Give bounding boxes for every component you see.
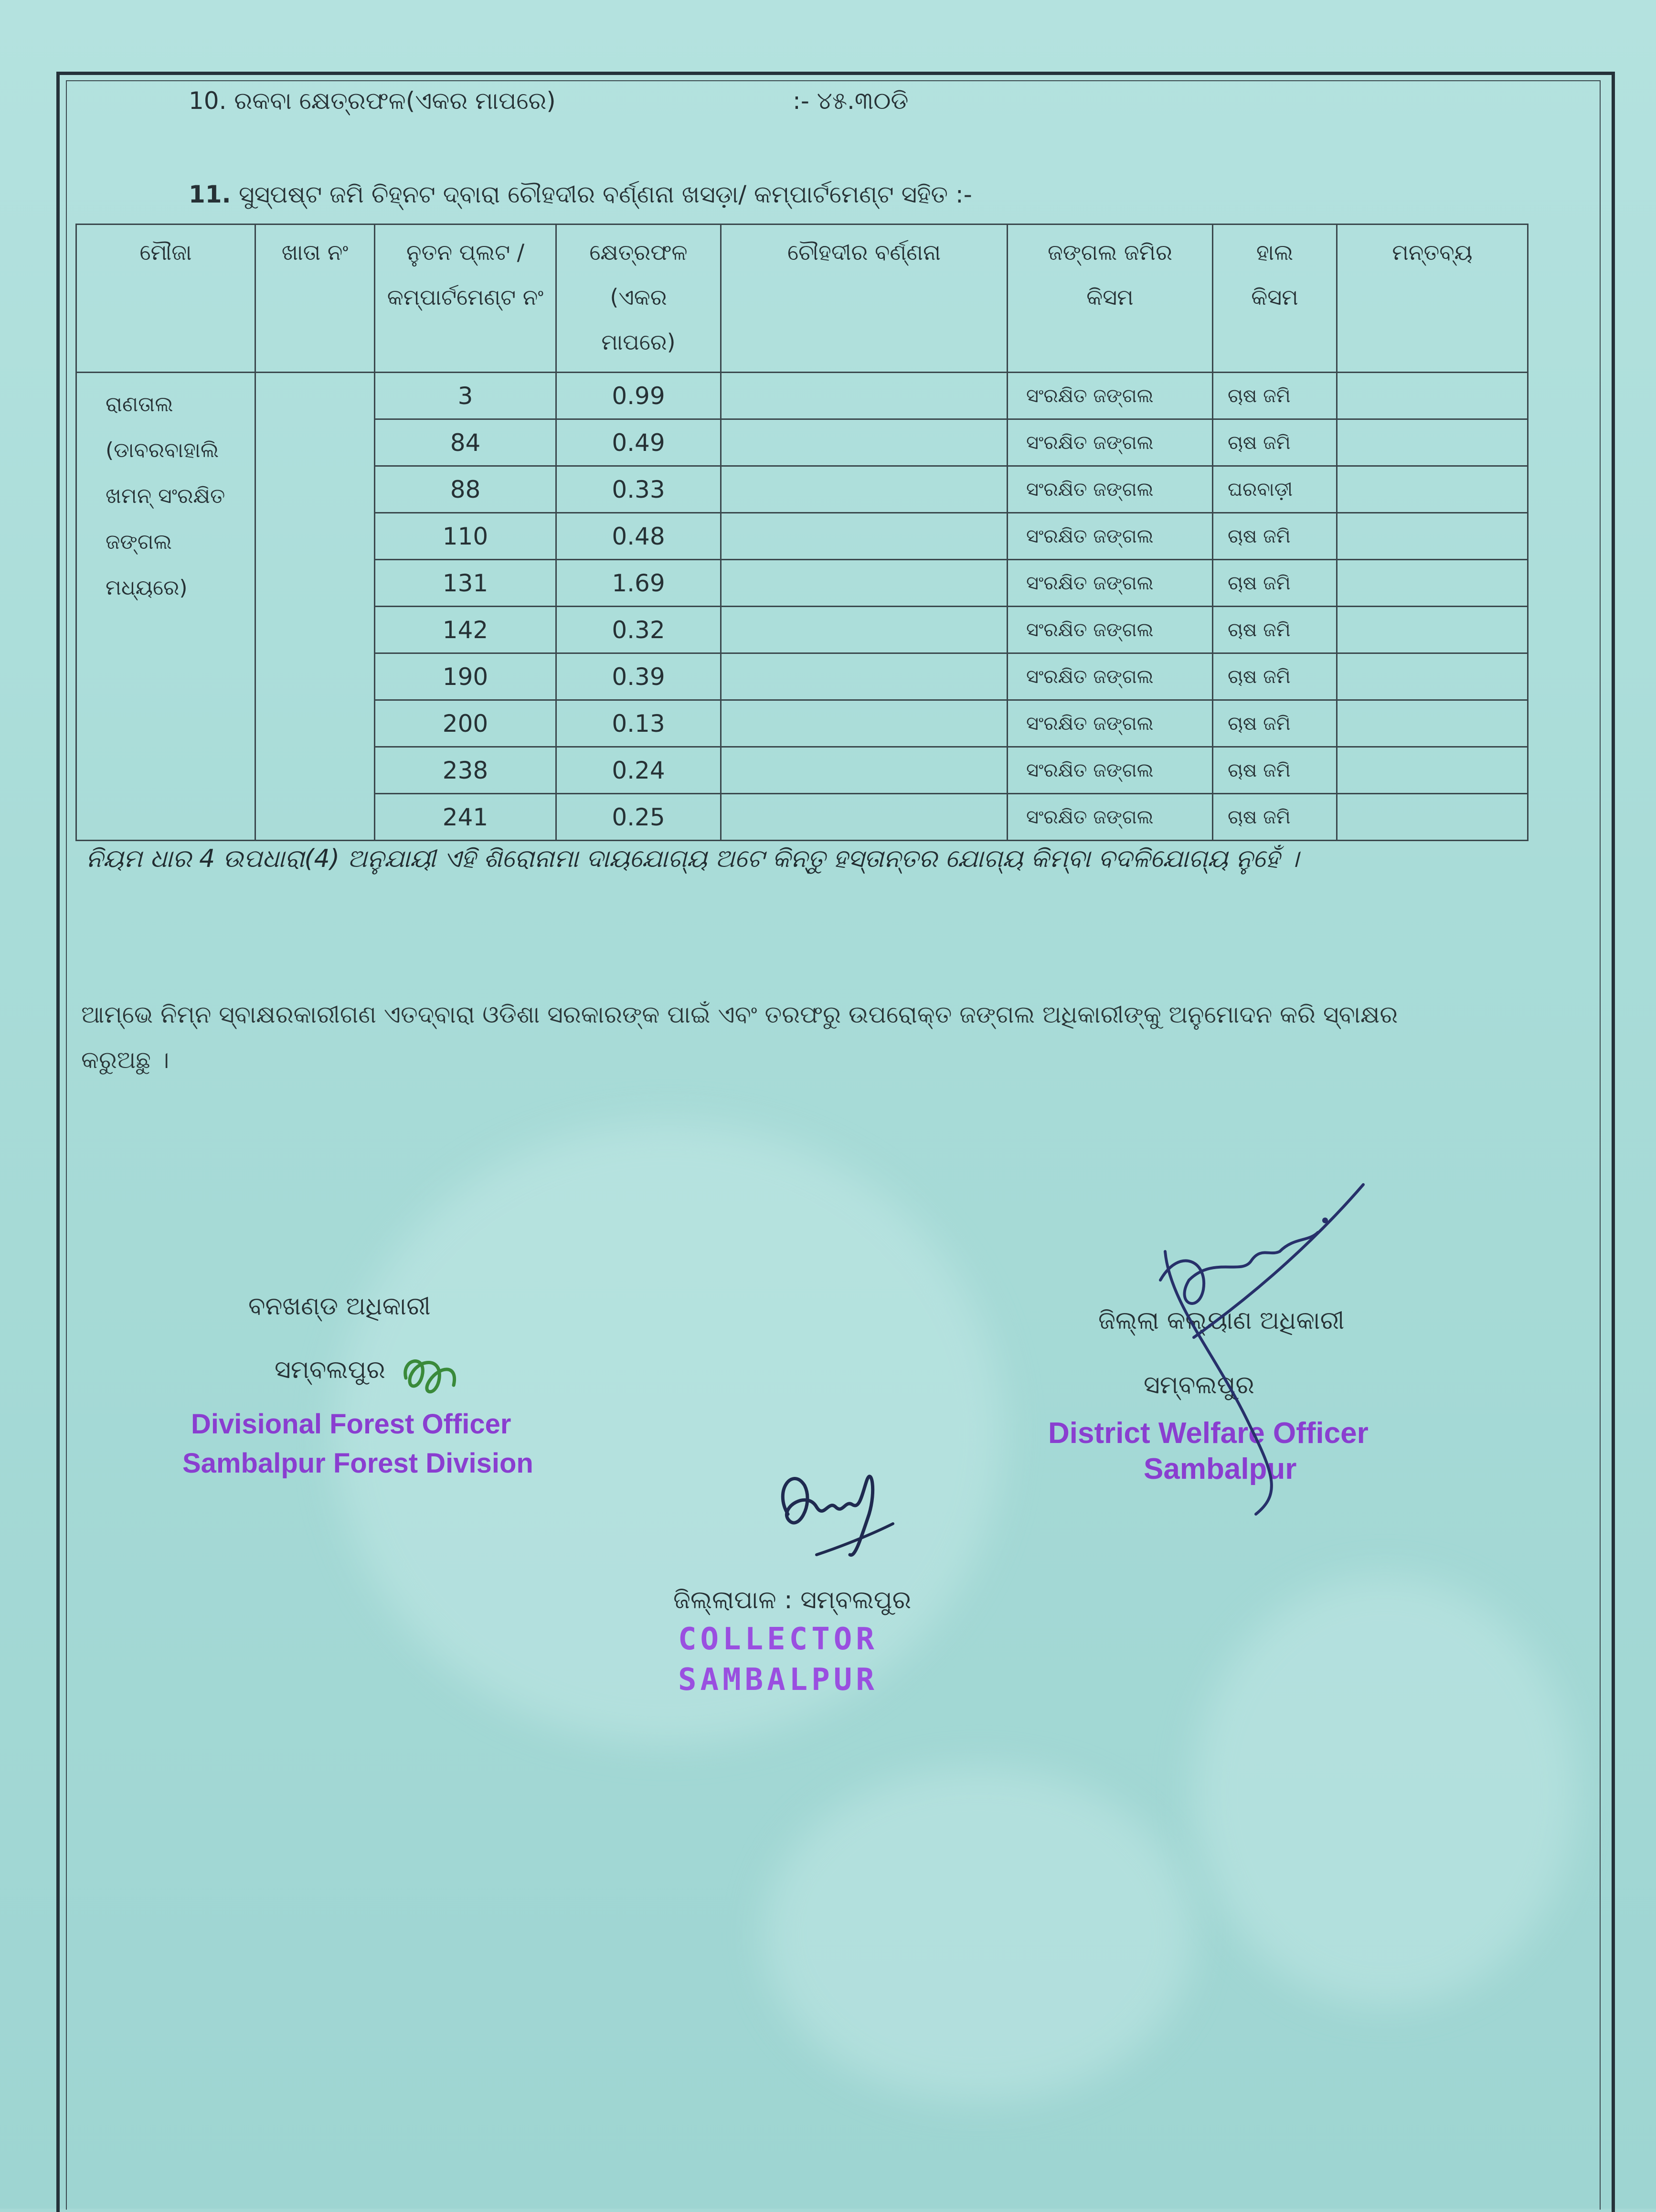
forest-type-cell: ସଂରକ୍ଷିତ ଜଙ୍ଗଲ <box>1008 700 1213 747</box>
dwo-stamp-line-1: District Welfare Officer <box>1048 1417 1369 1450</box>
boundary-cell <box>721 513 1008 560</box>
collector-stamp-line-2: SAMBALPUR <box>678 1662 878 1698</box>
forest-type-cell: ସଂରକ୍ଷିତ ଜଙ୍ଗଲ <box>1008 794 1213 841</box>
boundary-cell <box>721 653 1008 700</box>
forest-type-cell: ସଂରକ୍ଷିତ ଜଙ୍ଗଲ <box>1008 513 1213 560</box>
hal-type-cell: ଚାଷ ଜମି <box>1213 653 1337 700</box>
header-plot: ନୁତନ ପ୍ଲଟ / କମ୍ପାର୍ଟମେଣ୍ଟ ନଂ <box>375 224 556 373</box>
remarks-cell <box>1337 419 1528 466</box>
forest-type-cell: ସଂରକ୍ଷିତ ଜଙ୍ଗଲ <box>1008 560 1213 607</box>
plot-cell: 84 <box>375 419 556 466</box>
header-boundary: ଚୌହଦୀର ବର୍ଣ୍ଣନା <box>721 224 1008 373</box>
dwo-place: ସମ୍ବଲପୁର <box>1144 1371 1254 1400</box>
section-11-number: 11. <box>189 181 231 208</box>
boundary-cell <box>721 560 1008 607</box>
dfo-stamp-line-2: Sambalpur Forest Division <box>182 1448 533 1479</box>
plot-cell: 142 <box>375 607 556 653</box>
header-forest-type: ଜଙ୍ଗଲ ଜମିର କିସମ <box>1008 224 1213 373</box>
land-details-table <box>75 224 1529 841</box>
title-note: ନିୟମ ଧାର 4 ଉପଧାରା(4) ଅନୁଯାୟୀ ଏହି ଶିରୋନାମା ଦାୟଯୋଗ୍ୟ ଅଟେ କିନ୍ତୁ ହସ୍ତାନ୍ତର ଯୋଗ୍ୟ କିମ୍ବା ବଦଳିଯୋଗ୍ୟ ନୁହେଁ । <box>86 844 1299 873</box>
forest-type-cell: ସଂରକ୍ଷିତ ଜଙ୍ଗଲ <box>1008 419 1213 466</box>
dwo-stamp-line-2: Sambalpur <box>1144 1453 1297 1485</box>
collector-title: ଜିଲ୍ଲାପାଳ : ସମ୍ବଲପୁର <box>673 1586 912 1614</box>
remarks-cell <box>1337 747 1528 794</box>
section-11-label: ସୁସ୍ପଷ୍ଟ ଜମି ଚିହ୍ନଟ ଦ୍ବାରା ଚୌହଦୀର ବର୍ଣ୍ଣନା ଖସଡ଼ା/ କମ୍ପାର୍ଟମେଣ୍ଟ ସହିତ :- <box>239 181 972 208</box>
boundary-cell <box>721 466 1008 513</box>
area-cell: 0.32 <box>556 607 721 653</box>
area-cell: 1.69 <box>556 560 721 607</box>
remarks-cell <box>1337 794 1528 841</box>
dfo-title: ବନଖଣ୍ଡ ଅଧିକାରୀ <box>248 1292 431 1321</box>
mouza-cell: ରାଣତାଲ (ଡାବରବାହାଲି ଖମନ୍ ସଂରକ୍ଷିତ ଜଙ୍ଗଲ ମଧ୍ୟରେ) <box>76 373 255 841</box>
forest-type-cell: ସଂରକ୍ଷିତ ଜଙ୍ଗଲ <box>1008 607 1213 653</box>
hal-type-cell: ଚାଷ ଜମି <box>1213 794 1337 841</box>
remarks-cell <box>1337 653 1528 700</box>
hal-type-cell: ଚାଷ ଜମି <box>1213 747 1337 794</box>
plot-cell: 190 <box>375 653 556 700</box>
header-khata: ଖାତା ନଂ <box>255 224 375 373</box>
hal-type-cell: ଚାଷ ଜମି <box>1213 513 1337 560</box>
area-cell: 0.13 <box>556 700 721 747</box>
plot-cell: 88 <box>375 466 556 513</box>
plot-cell: 3 <box>375 373 556 419</box>
plot-cell: 200 <box>375 700 556 747</box>
remarks-cell <box>1337 700 1528 747</box>
section-10-value: :- ୪୫.୩୦ଡି <box>793 87 909 115</box>
remarks-cell <box>1337 607 1528 653</box>
area-cell: 0.25 <box>556 794 721 841</box>
boundary-cell <box>721 794 1008 841</box>
plot-cell: 131 <box>375 560 556 607</box>
dwo-title: ଜିଲ୍ଲା କଲ୍ୟାଣ ଅଧିକାରୀ <box>1098 1306 1345 1335</box>
boundary-cell <box>721 607 1008 653</box>
area-cell: 0.24 <box>556 747 721 794</box>
khata-cell <box>255 373 375 841</box>
boundary-cell <box>721 700 1008 747</box>
dfo-stamp-line-1: Divisional Forest Officer <box>191 1409 511 1440</box>
plot-cell: 241 <box>375 794 556 841</box>
dfo-signature <box>396 1345 468 1407</box>
declaration-line-1: ଆମ୍ଭେ ନିମ୍ନ ସ୍ବାକ୍ଷରକାରୀଗଣ ଏତଦ୍ବାରା ଓଡିଶା ସରକାରଙ୍କ ପାଇଁ ଏବଂ ତରଫରୁ ଉପରୋକ୍ତ ଜଙ୍ଗଲ ଅଧିକାରୀଙ୍କୁ ଅନୁମୋଦନ କରି ସ୍ବାକ୍ଷର <box>81 1001 1398 1028</box>
declaration-line-2: କରୁଅଛୁ । <box>81 1046 170 1074</box>
collector-signature <box>764 1462 898 1557</box>
plot-cell: 110 <box>375 513 556 560</box>
dwo-signature <box>1136 1180 1375 1524</box>
area-cell: 0.33 <box>556 466 721 513</box>
forest-type-cell: ସଂରକ୍ଷିତ ଜଙ୍ଗଲ <box>1008 653 1213 700</box>
area-cell: 0.48 <box>556 513 721 560</box>
boundary-cell <box>721 373 1008 419</box>
table-header-row <box>76 224 1528 373</box>
header-hal-type: ହାଲ କିସମ <box>1213 224 1337 373</box>
hal-type-cell: ଚାଷ ଜମି <box>1213 560 1337 607</box>
collector-stamp-line-1: COLLECTOR <box>678 1622 878 1657</box>
hal-type-cell: ଚାଷ ଜମି <box>1213 700 1337 747</box>
boundary-cell <box>721 419 1008 466</box>
remarks-cell <box>1337 373 1528 419</box>
header-remarks: ମନ୍ତବ୍ୟ <box>1337 224 1528 373</box>
hal-type-cell: ଘରବାଡ଼ୀ <box>1213 466 1337 513</box>
table-row <box>76 373 1528 419</box>
hal-type-cell: ଚାଷ ଜମି <box>1213 607 1337 653</box>
section-10-label: 10. ରକବା କ୍ଷେତ୍ରଫଳ(ଏକର ମାପରେ) <box>189 87 556 115</box>
hal-type-cell: ଚାଷ ଜମି <box>1213 373 1337 419</box>
area-cell: 0.99 <box>556 373 721 419</box>
header-mouza: ମୌଜା <box>76 224 255 373</box>
forest-type-cell: ସଂରକ୍ଷିତ ଜଙ୍ଗଲ <box>1008 466 1213 513</box>
boundary-cell <box>721 747 1008 794</box>
area-cell: 0.49 <box>556 419 721 466</box>
header-area: କ୍ଷେତ୍ରଫଳ (ଏକର ମାପରେ) <box>556 224 721 373</box>
remarks-cell <box>1337 560 1528 607</box>
forest-type-cell: ସଂରକ୍ଷିତ ଜଙ୍ଗଲ <box>1008 373 1213 419</box>
hal-type-cell: ଚାଷ ଜମି <box>1213 419 1337 466</box>
forest-type-cell: ସଂରକ୍ଷିତ ଜଙ୍ଗଲ <box>1008 747 1213 794</box>
remarks-cell <box>1337 513 1528 560</box>
dfo-place: ସମ୍ବଲପୁର <box>275 1356 385 1384</box>
plot-cell: 238 <box>375 747 556 794</box>
remarks-cell <box>1337 466 1528 513</box>
area-cell: 0.39 <box>556 653 721 700</box>
